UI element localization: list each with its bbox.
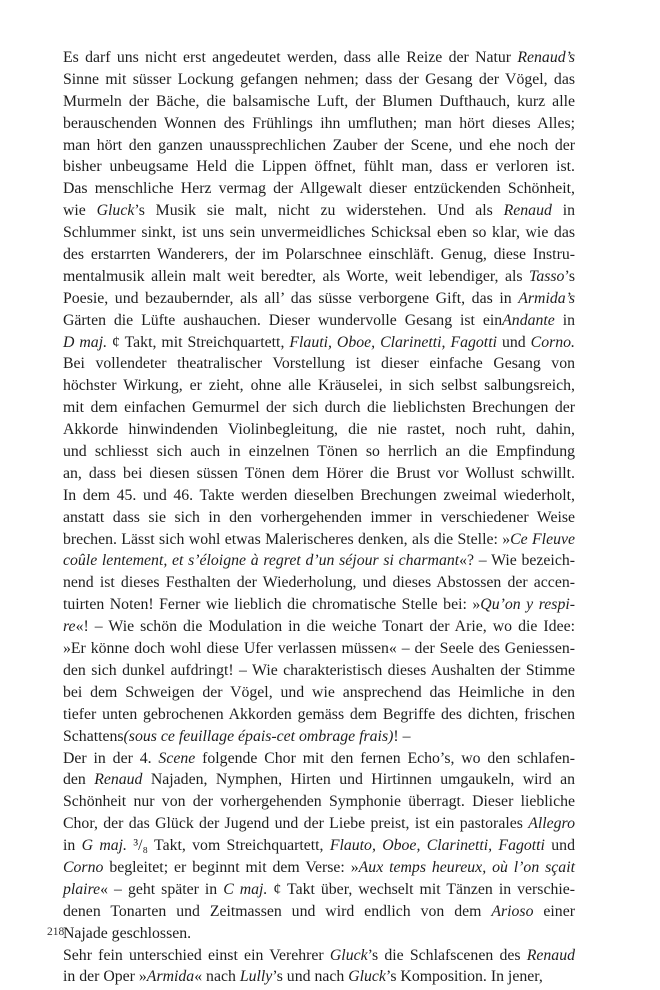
- text-line: [63, 594, 575, 616]
- text-run: Schönheit nur von der vorhergehenden Symphonie überragt. Dieser liebliche: [63, 793, 575, 811]
- text-line: [63, 266, 575, 288]
- text-run: Najade geschlossen.: [63, 924, 192, 942]
- text-run: man hört den ganzen unaussprechlichen Zauber der Scene, und ehe noch der: [63, 136, 575, 154]
- text-run: Murmeln der Bäche, die balsamische Luft, der Blumen Dufthauch, kurz alle: [63, 92, 575, 110]
- text-run: Sehr fein unterschied einst ein Verehrer: [63, 946, 330, 964]
- text-run: Akkorde hinwindenden Violinbegleitung, die nie rastet, noch ruht, dahin,: [63, 421, 575, 439]
- text-line: [63, 485, 575, 507]
- text-line: [63, 507, 575, 529]
- text-run: Najaden, Nymphen, Hirten und Hirtinnen umgaukeln, wird an: [142, 771, 575, 789]
- text-run: mentalmusik allein malt weit beredter, als Worte, weit lebendiger, als: [63, 267, 530, 285]
- text-run: Schlummer sinkt, ist uns sein unvermeidliches Schicksal eben so klar, wie das: [63, 224, 575, 242]
- text-line: [63, 616, 575, 638]
- text-run: ¢ Takt, mit Streichquartett,: [107, 333, 290, 351]
- text-run: Der in der 4.: [63, 749, 159, 767]
- text-run: Poesie, und bezaubernder, als all’ das süsse verborgene Gift, das in: [63, 289, 519, 307]
- text-line: [63, 332, 575, 354]
- page-number: 218: [47, 926, 65, 938]
- text-run: «! – Wie schön die Modulation in die weiche Tonart der Arie, wo die Idee:: [75, 618, 575, 636]
- text-run: den: [63, 771, 95, 789]
- text-run: einer: [533, 902, 575, 920]
- text-run: ! –: [393, 727, 411, 745]
- text-line: [63, 966, 575, 988]
- italic-text: Renaud: [526, 946, 575, 964]
- text-run: denen Tonarten und Zeitmassen und wird endlich von dem: [63, 902, 492, 920]
- text-line: [63, 572, 575, 594]
- text-run: tiefer unten gebrochenen Akkorden gemäss dem Begriffe des dichten, frischen: [63, 705, 575, 723]
- italic-text: coûle lentement, et s’éloigne à regret d’un séjour si charmant: [63, 552, 460, 570]
- text-run: ¢ Takt über, wechselt mit Tänzen in verschie-: [267, 880, 576, 898]
- text-line: [63, 813, 575, 835]
- text-line: [63, 463, 575, 485]
- text-run: Sinne mit süsser Lockung gefangen nehmen; dass der Gesang der Vögel, das: [63, 70, 575, 88]
- text-line: [63, 135, 575, 157]
- text-run: und schliesst sich auch in einzelnen Tönen so herrlich an die Empfindung: [63, 443, 575, 461]
- text-line: [63, 769, 575, 791]
- italic-text: Armida’s: [518, 289, 575, 307]
- italic-text: D maj.: [63, 333, 108, 351]
- text-line: [63, 288, 575, 310]
- text-run: «? – Wie bezeich-: [459, 552, 575, 570]
- text-run: ³/₈ Takt, vom Streichquartett,: [127, 837, 330, 855]
- text-run: in: [554, 311, 575, 329]
- text-run: « nach: [194, 968, 240, 986]
- text-line: [63, 47, 575, 69]
- text-run: höchster Wirkung, er zieht, ohne alle Kräuselei, in sich selbst salbungsreich,: [63, 377, 575, 395]
- italic-text: Renaud’s: [517, 49, 575, 66]
- italic-text: Andante: [502, 311, 555, 329]
- text-run: mit dem einfachen Gemurmel der sich durch die lieblichsten Brechungen der: [63, 399, 575, 417]
- italic-text: Scene: [158, 749, 196, 767]
- text-run: und: [544, 837, 575, 855]
- italic-text: Arioso: [491, 902, 534, 920]
- text-line: [63, 660, 575, 682]
- text-run: wie: [63, 202, 97, 220]
- italic-text: Renaud: [503, 202, 552, 220]
- text-line: [63, 923, 575, 945]
- text-run: begleitet; er beginnt mit dem Verse: »: [103, 858, 359, 876]
- text-run: bei dem Schweigen der Vögel, und wie ansprechend das Heimliche in den: [63, 683, 575, 701]
- text-run: ’s und nach: [272, 968, 349, 986]
- italic-text: Tasso: [529, 267, 565, 285]
- text-line: [63, 156, 575, 178]
- text-run: folgende Chor mit den fernen Echo’s, wo den schlafen-: [195, 749, 575, 767]
- text-line: [63, 726, 575, 748]
- italic-text: Gluck: [348, 968, 386, 986]
- text-run: Chor, der das Glück der Jugend und der Liebe preist, ist ein pastorales: [63, 815, 529, 833]
- text-run: brechen. Lässt sich wohl etwas Malerischeres denken, als die Stelle: »: [63, 530, 511, 548]
- text-run: nend ist dieses Festhalten der Wiederholung, und dieses Abstossen der accen-: [63, 574, 575, 592]
- text-line: [63, 222, 575, 244]
- text-line: [63, 200, 575, 222]
- text-run: Das menschliche Herz vermag der Allgewalt dieser entzückenden Schönheit,: [63, 180, 575, 198]
- text-run: In dem 45. und 46. Takte werden dieselben Brechungen zweimal wiederholt,: [63, 486, 575, 504]
- text-run: berauschenden Wonnen des Frühlings ihn umfluthen; man hört dieses Alles;: [63, 114, 575, 132]
- text-line: [63, 244, 575, 266]
- italic-text: plaire: [63, 880, 101, 898]
- text-line: [63, 638, 575, 660]
- text-line: [63, 397, 575, 419]
- text-line: [63, 419, 575, 441]
- text-run: Bei vollendeter theatralischer Vorstellung ist dieser einfache Gesang von: [63, 355, 575, 373]
- text-run: Es darf uns nicht erst angedeutet werden, dass alle Reize der Natur: [63, 49, 518, 66]
- text-run: ’s die Schlafscenen des: [367, 946, 527, 964]
- italic-text: Flauti, Oboe, Clarinetti, Fagotti: [289, 333, 497, 351]
- text-run: den sich dunkel aufdringt! – Wie charakteristisch dieses Aushalten der Stimme: [63, 661, 575, 679]
- text-run: Gärten die Lüfte aushauchen. Dieser wundervolle Gesang ist ein: [63, 311, 503, 329]
- text-run: ’s Musik sie malt, nicht zu widerstehen. Und als: [134, 202, 504, 220]
- text-run: anstatt dass sie sich in den vorhergehenden immer in verschiedener Weise: [63, 508, 575, 526]
- italic-text: Corno.: [530, 333, 575, 351]
- text-run: »Er könne doch wohl diese Ufer verlassen müssen« – der Seele des Geniessen-: [63, 640, 575, 658]
- text-run: des erstarrten Wanderers, der im Polarschnee einschläft. Genug, diese Instru-: [63, 246, 575, 264]
- italic-text: (sous ce feuillage épais-cet ombrage frais): [123, 727, 394, 745]
- text-line: [63, 682, 575, 704]
- italic-text: re: [63, 618, 76, 636]
- text-run: in: [551, 202, 575, 220]
- italic-text: Allegro: [528, 815, 575, 833]
- text-run: bisher unbeugsame Held die Lippen öffnet, fühlt man, dass er verloren ist.: [63, 158, 575, 176]
- italic-text: Lully: [239, 968, 273, 986]
- text-run: in der Oper »: [63, 968, 147, 986]
- italic-text: Armida: [146, 968, 195, 986]
- italic-text: Renaud: [94, 771, 143, 789]
- text-run: « – geht später in: [100, 880, 224, 898]
- italic-text: Gluck: [329, 946, 368, 964]
- text-line: [63, 879, 575, 901]
- text-line: [63, 113, 575, 135]
- italic-text: C maj.: [223, 880, 268, 898]
- text-line: [63, 945, 575, 967]
- text-run: tuirten Noten! Ferner wie lieblich die chromatische Stelle bei: »: [63, 596, 481, 614]
- italic-text: Ce Fleuve: [510, 530, 575, 548]
- text-line: [63, 69, 575, 91]
- text-line: [63, 353, 575, 375]
- text-line: [63, 310, 575, 332]
- text-line: [63, 857, 575, 879]
- text-run: und: [496, 333, 531, 351]
- text-line: [63, 748, 575, 770]
- text-line: [63, 704, 575, 726]
- text-run: an, dass bei diesen süssen Tönen dem Hörer die Brust vor Wollust schwillt.: [63, 464, 575, 482]
- italic-text: Qu’on y respi-: [480, 596, 575, 614]
- text-line: [63, 901, 575, 923]
- text-line: [63, 835, 575, 857]
- text-line: [63, 550, 575, 572]
- text-run: ’s: [564, 267, 575, 285]
- italic-text: G maj.: [81, 837, 128, 855]
- text-run: Schattens: [63, 727, 124, 745]
- text-line: [63, 791, 575, 813]
- text-line: [63, 529, 575, 551]
- italic-text: Flauto, Oboe, Clarinetti, Fagotti: [329, 837, 545, 855]
- text-line: [63, 178, 575, 200]
- text-run: in: [63, 837, 82, 855]
- italic-text: Gluck: [96, 202, 135, 220]
- text-line: [63, 441, 575, 463]
- text-line: [63, 91, 575, 113]
- italic-text: Aux temps heureux, où l’on sçait: [358, 858, 575, 876]
- text-run: ’s Komposition. In jener,: [385, 968, 543, 986]
- text-line: [63, 375, 575, 397]
- book-page-text: [63, 47, 575, 988]
- italic-text: Corno: [63, 858, 104, 876]
